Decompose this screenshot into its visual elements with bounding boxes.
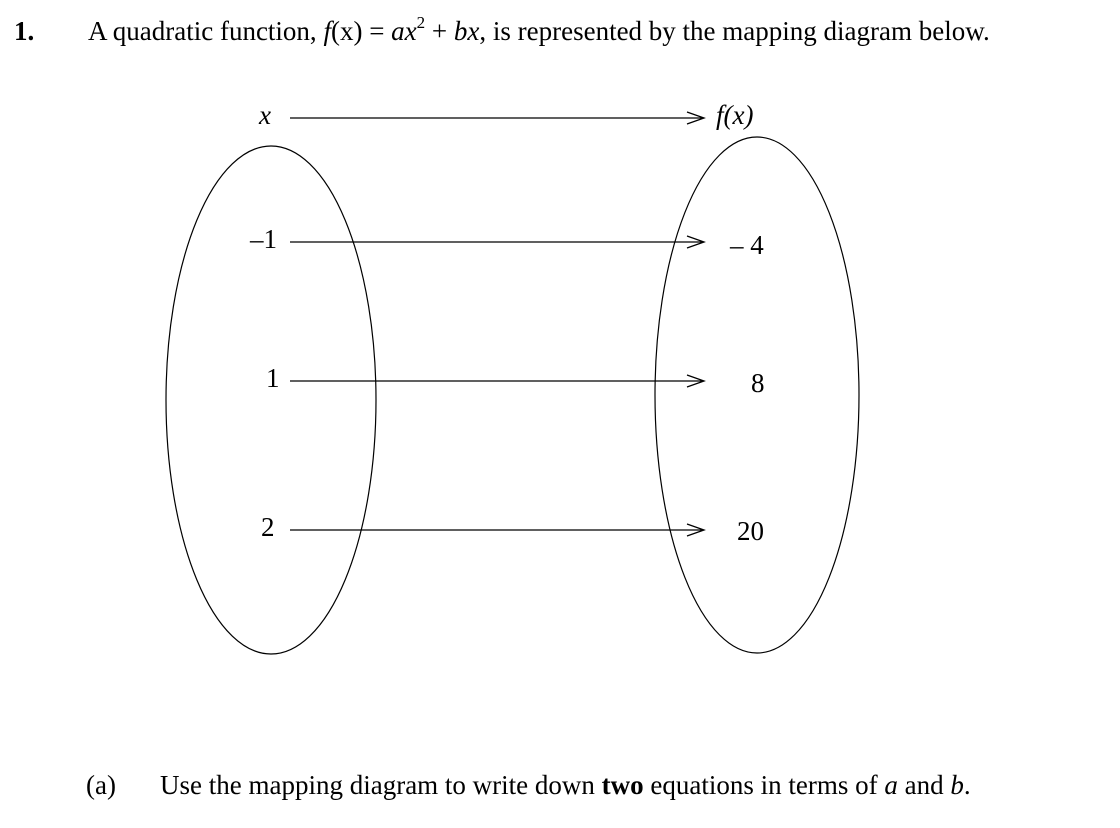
- stem-paren-x: (x): [330, 16, 363, 46]
- part-a-t2: equations in terms of: [643, 770, 885, 800]
- mapping-arrow-3: [290, 524, 704, 536]
- input-3: 2: [261, 512, 275, 542]
- part-a-text: [160, 770, 971, 801]
- range-header: f(x): [716, 100, 754, 130]
- stem-equals: =: [362, 16, 392, 46]
- stem-square: 2: [416, 13, 426, 32]
- part-a-t1: Use the mapping diagram to write down: [160, 770, 602, 800]
- question-number: 1.: [14, 16, 35, 46]
- stem-ax: ax: [391, 16, 417, 46]
- domain-header: x: [259, 100, 271, 130]
- input-2: 1: [266, 363, 280, 393]
- part-a-a: a: [884, 770, 898, 800]
- input-1: –1: [250, 224, 277, 254]
- header-arrow: [290, 112, 704, 124]
- stem-f: f: [323, 16, 331, 46]
- part-a-t3: and: [897, 770, 951, 800]
- part-a-b: b: [950, 770, 964, 800]
- mapping-arrow-2: [290, 375, 704, 387]
- stem-intro: A quadratic function,: [88, 16, 324, 46]
- part-a-bold: two: [601, 770, 644, 800]
- stem-plus: +: [425, 16, 454, 46]
- part-a-t4: .: [963, 770, 971, 800]
- output-2: 8: [751, 368, 765, 398]
- stem-bx: bx: [453, 16, 480, 46]
- domain-ellipse: [166, 146, 376, 654]
- part-a-label: (a): [86, 770, 116, 800]
- stem-rest: , is represented by the mapping diagram below.: [479, 16, 990, 46]
- output-3: 20: [737, 516, 764, 546]
- output-1: – 4: [730, 230, 764, 260]
